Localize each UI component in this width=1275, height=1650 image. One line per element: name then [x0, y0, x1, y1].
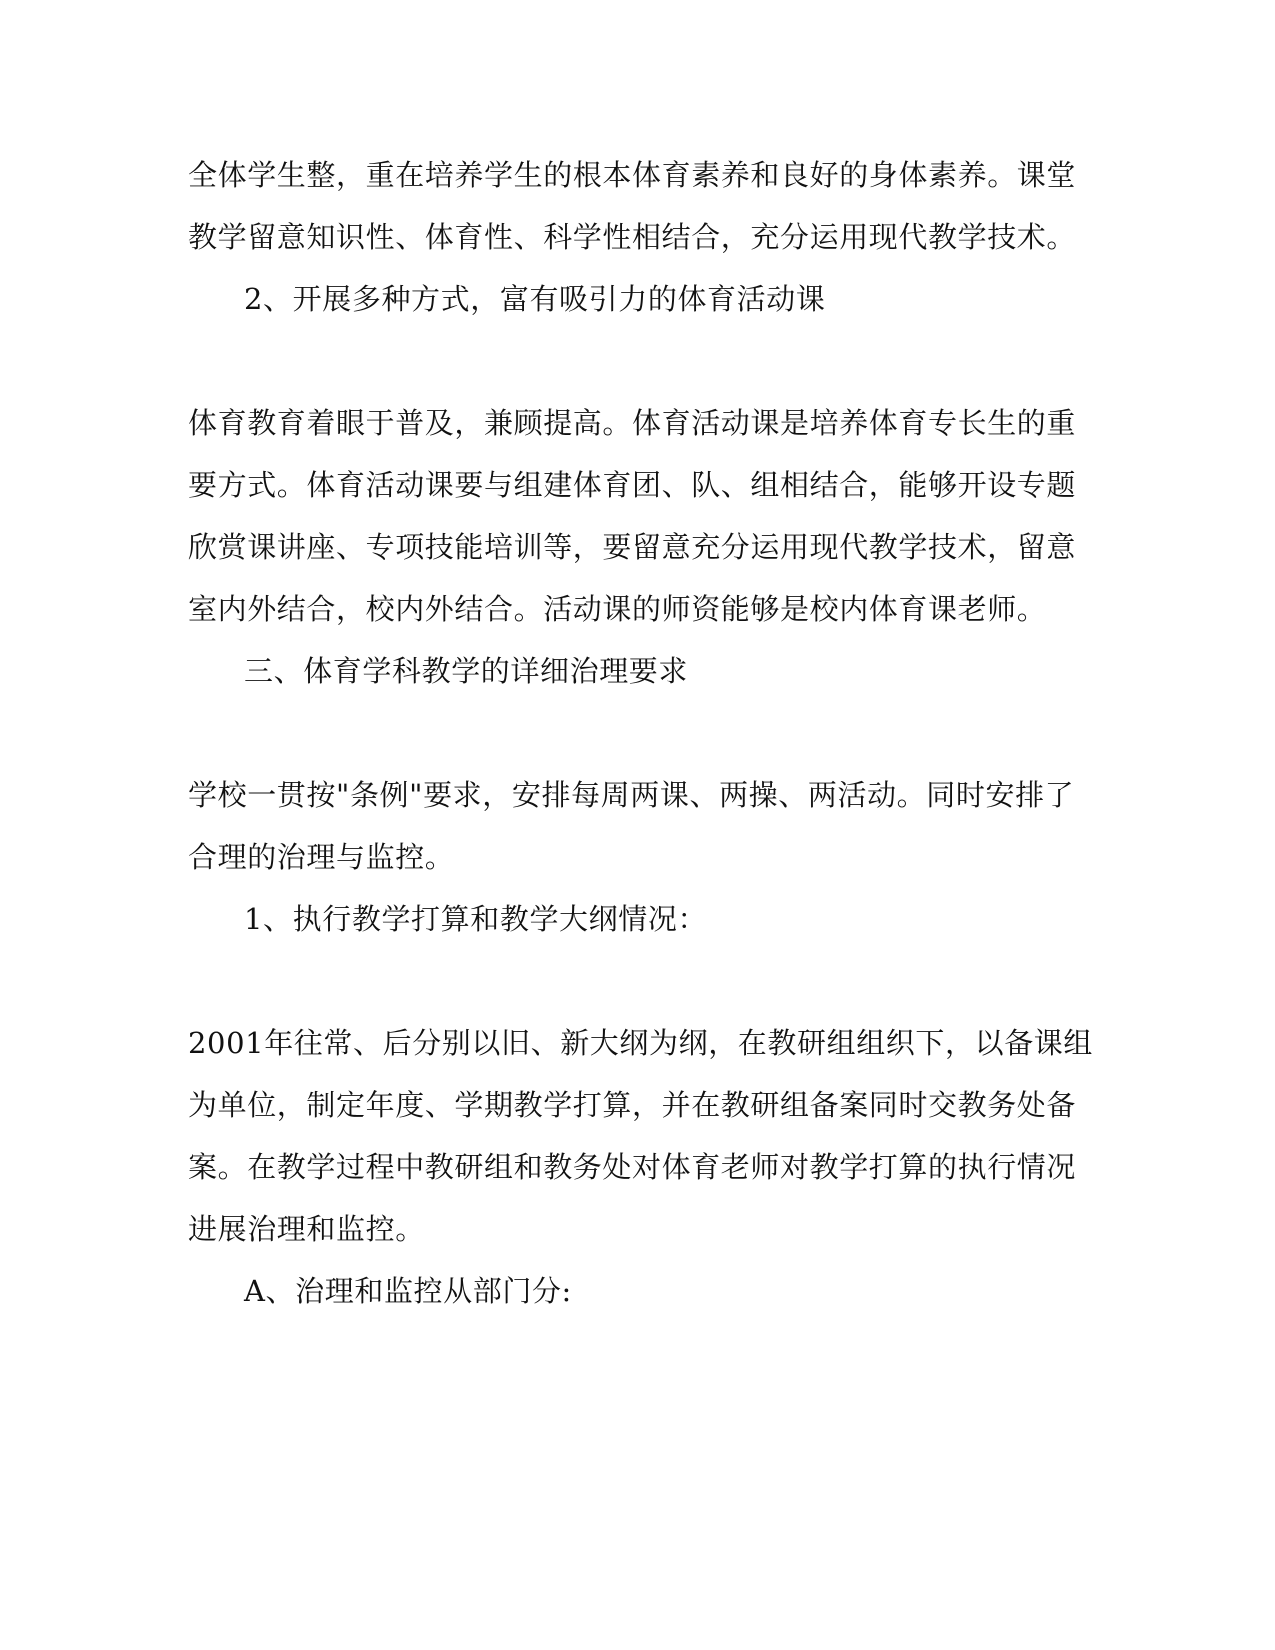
body-text-line: 欣赏课讲座、专项技能培训等，要留意充分运用现代教学技术，留意	[188, 530, 1077, 564]
body-text-line: 学校一贯按"条例"要求，安排每周两课、两操、两活动。同时安排了	[188, 778, 1075, 812]
body-text-line: 2001年往常、后分别以旧、新大纲为纲，在教研组组织下，以备课组	[188, 1026, 1094, 1060]
section-heading: 三、体育学科教学的详细治理要求	[244, 654, 689, 688]
body-text-line: 要方式。体育活动课要与组建体育团、队、组相结合，能够开设专题	[188, 468, 1077, 502]
body-text-line: 进展治理和监控。	[188, 1212, 425, 1246]
body-text-line: 合理的治理与监控。	[188, 840, 455, 874]
body-text-line: 教学留意知识性、体育性、科学性相结合，充分运用现代教学技术。	[188, 220, 1077, 254]
section-heading: A、治理和监控从部门分:	[244, 1274, 572, 1308]
body-text-line: 案。在教学过程中教研组和教务处对体育老师对教学打算的执行情况	[188, 1150, 1077, 1184]
body-text-line: 体育教育着眼于普及，兼顾提高。体育活动课是培养体育专长生的重	[188, 406, 1077, 440]
body-text-line: 室内外结合，校内外结合。活动课的师资能够是校内体育课老师。	[188, 592, 1047, 626]
body-text-line: 为单位，制定年度、学期教学打算，并在教研组备案同时交教务处备	[188, 1088, 1077, 1122]
section-heading: 2、开展多种方式，富有吸引力的体育活动课	[244, 282, 826, 316]
body-text-line: 全体学生整，重在培养学生的根本体育素养和良好的身体素养。课堂	[188, 158, 1077, 192]
section-heading: 1、执行教学打算和教学大纲情况：	[244, 902, 708, 936]
